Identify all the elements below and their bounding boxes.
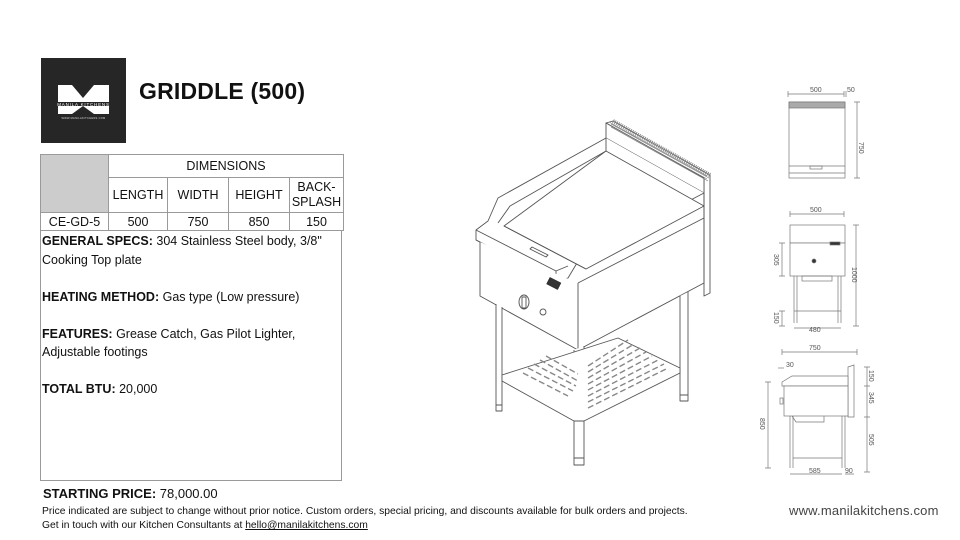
dim-side-legspan: 585 <box>809 468 821 475</box>
dim-side-height: 850 <box>758 418 765 430</box>
contact-email-link[interactable]: hello@manilakitchens.com <box>245 520 368 531</box>
dimensions-table <box>40 154 344 231</box>
logo-text: MANILA KITCHENS <box>57 102 110 107</box>
spec-value: Gas type (Low pressure) <box>159 289 300 304</box>
width-cell: 750 <box>168 213 229 231</box>
contact-line <box>42 520 368 531</box>
brand-logo <box>41 58 126 143</box>
spec-label: FEATURES: <box>42 326 113 341</box>
col-header-backsplash-line1: BACK- <box>297 180 336 194</box>
spec-value: 304 Stainless Steel body, 3/8" Cooking Top plate <box>42 234 322 267</box>
table-corner-cell <box>41 155 109 213</box>
dim-side-body: 345 <box>867 392 874 404</box>
dim-front-shelf: 150 <box>772 312 779 324</box>
col-header-length: LENGTH <box>109 178 168 213</box>
spec-btu <box>42 380 340 399</box>
col-header-backsplash <box>290 178 344 213</box>
spec-label: GENERAL SPECS: <box>42 234 153 248</box>
price-value: 78,000.00 <box>156 486 218 501</box>
dim-front-body: 305 <box>772 254 779 266</box>
price-disclaimer: Price indicated are subject to change without prior notice. Custom orders, special pricing, and discounts available for bulk orders and projects. <box>42 506 688 517</box>
griddle-product-illustration <box>468 118 718 468</box>
dim-side-backsplash: 150 <box>867 370 874 382</box>
dimensions-header: DIMENSIONS <box>109 155 344 178</box>
price-label: STARTING PRICE: <box>43 486 157 501</box>
dim-side-backoffset: 90 <box>845 468 853 475</box>
dim-top-depth: 750 <box>857 142 864 154</box>
height-cell: 850 <box>229 213 290 231</box>
dim-top-width: 500 <box>810 87 822 94</box>
contact-prefix: Get in touch with our Kitchen Consultants at <box>42 520 246 531</box>
page-title: GRIDDLE (500) <box>139 78 306 104</box>
col-header-height: HEIGHT <box>229 178 290 213</box>
length-cell: 500 <box>109 213 168 231</box>
specs-box <box>40 230 342 481</box>
website-url[interactable]: www.manilakitchens.com <box>789 503 939 518</box>
dim-side-lip: 30 <box>786 362 794 369</box>
dim-front-legspan: 480 <box>809 327 821 332</box>
dim-side-leg: 505 <box>867 434 874 446</box>
spec-value: Grease Catch, Gas Pilot Lighter, Adjustable footings <box>42 326 296 359</box>
top-view-drawing <box>776 82 866 187</box>
col-header-width: WIDTH <box>168 178 229 213</box>
spec-label: TOTAL BTU: <box>42 382 116 396</box>
dim-top-backsplash: 50 <box>847 87 855 94</box>
col-header-backsplash-line2: SPLASH <box>291 195 342 209</box>
table-row <box>41 213 344 231</box>
backsplash-cell: 150 <box>290 213 344 231</box>
logo-url: WWW.MANILAKITCHENS.COM <box>61 117 106 120</box>
front-view-drawing <box>762 202 867 332</box>
spec-general <box>42 232 340 269</box>
spec-heating <box>42 288 340 307</box>
spec-value: 20,000 <box>115 382 158 396</box>
dim-side-depth: 750 <box>809 345 821 352</box>
dim-front-width: 500 <box>810 207 822 214</box>
spec-features <box>42 325 340 362</box>
manila-kitchens-m-icon <box>41 58 126 143</box>
spec-label: HEATING METHOD: <box>42 289 160 304</box>
model-cell: CE-GD-5 <box>41 213 109 231</box>
side-view-drawing <box>752 340 877 480</box>
dim-front-total: 1000 <box>850 267 857 283</box>
starting-price <box>43 486 218 501</box>
